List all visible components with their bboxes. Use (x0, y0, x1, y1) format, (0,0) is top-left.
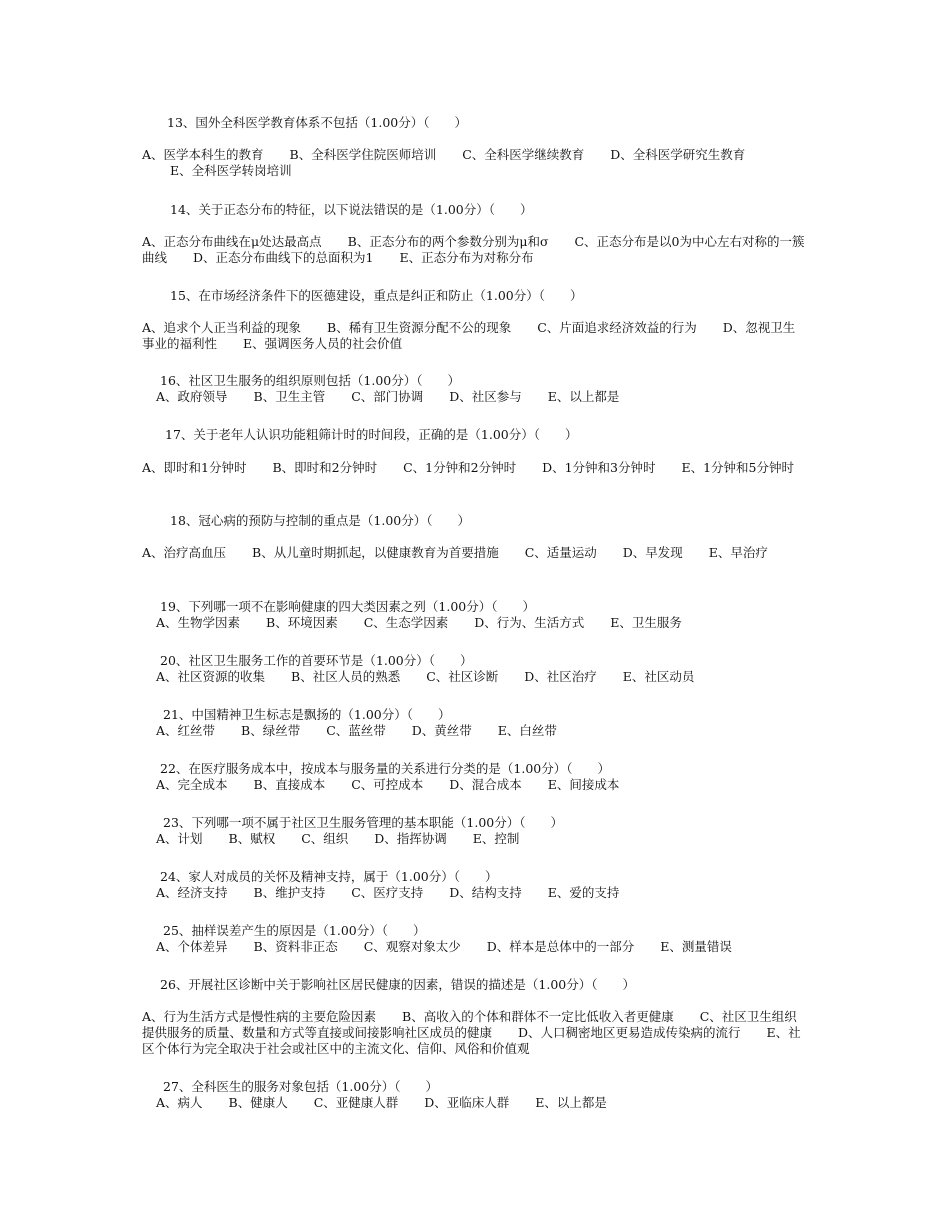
option-e[interactable]: E、卫生服务 (610, 615, 682, 630)
option-b[interactable]: B、即时和2分钟时 (272, 460, 378, 475)
option-e[interactable]: E、以上都是 (547, 389, 620, 404)
option-d[interactable]: D、人口稠密地区更易造成传染病的流行 (518, 1025, 741, 1040)
option-a[interactable]: A、计划 (156, 831, 203, 846)
option-e[interactable]: E、爱的支持 (547, 885, 620, 900)
option-c[interactable]: C、正态分布是以0为中心左右对称的一簇曲线 (142, 234, 805, 265)
question-stem: 21、中国精神卫生标志是飘扬的（1.00分）（ ） (163, 707, 451, 722)
option-list (156, 1095, 856, 1111)
option-b[interactable]: B、资料非正态 (253, 939, 338, 954)
option-c[interactable]: C、适量运动 (524, 545, 597, 560)
option-a[interactable]: A、追求个人正当利益的现象 (142, 320, 302, 335)
option-d[interactable]: D、1分钟和3分钟时 (542, 460, 656, 475)
option-b[interactable]: B、健康人 (228, 1095, 288, 1110)
option-list (142, 1009, 807, 1057)
option-b[interactable]: B、正态分布的两个参数分别为μ和σ (347, 234, 549, 249)
option-d[interactable]: D、亚临床人群 (424, 1095, 510, 1110)
option-e[interactable]: E、间接成本 (547, 777, 620, 792)
option-a[interactable]: A、医学本科生的教育 (142, 147, 264, 162)
option-a[interactable]: A、生物学因素 (156, 615, 241, 630)
option-a[interactable]: A、即时和1分钟时 (142, 460, 247, 475)
question-stem: 26、开展社区诊断中关于影响社区居民健康的因素，错误的描述是（1.00分）（ ） (160, 977, 635, 992)
question-stem: 24、家人对成员的关怀及精神支持，属于（1.00分）（ ） (160, 869, 498, 884)
option-d[interactable]: D、忽视卫生事业的福利性 (142, 320, 796, 351)
option-d[interactable]: D、指挥协调 (374, 831, 447, 846)
option-c[interactable]: C、观察对象太少 (363, 939, 461, 954)
option-d[interactable]: D、黄丝带 (411, 723, 472, 738)
option-c[interactable]: C、组织 (301, 831, 349, 846)
option-d[interactable]: D、正态分布曲线下的总面积为1 (193, 250, 374, 265)
option-b[interactable]: B、高收入的个体和群体不一定比低收入者更健康 (402, 1009, 674, 1024)
option-e[interactable]: E、1分钟和5分钟时 (681, 460, 795, 475)
option-a[interactable]: A、红丝带 (156, 723, 216, 738)
option-e[interactable]: E、社区动员 (622, 669, 695, 684)
question-stem: 15、在市场经济条件下的医德建设，重点是纠正和防止（1.00分）（ ） (170, 288, 583, 303)
question-stem: 17、关于老年人认识功能粗筛计时的时间段，正确的是（1.00分）（ ） (165, 427, 578, 442)
option-b[interactable]: B、卫生主管 (253, 389, 326, 404)
option-b[interactable]: B、绿丝带 (241, 723, 301, 738)
option-a[interactable]: A、治疗高血压 (142, 545, 227, 560)
option-list (142, 460, 807, 476)
option-list (142, 320, 807, 352)
option-b[interactable]: B、维护支持 (253, 885, 326, 900)
option-d[interactable]: D、行为、生活方式 (474, 615, 585, 630)
question-stem: 23、下列哪一项不属于社区卫生服务管理的基本职能（1.00分）（ ） (163, 815, 563, 830)
option-b[interactable]: B、从儿童时期抓起，以健康教育为首要措施 (252, 545, 499, 560)
option-list (142, 545, 807, 561)
option-e[interactable]: E、正态分布为对称分布 (399, 250, 534, 265)
option-a[interactable]: A、病人 (156, 1095, 203, 1110)
option-e[interactable]: E、白丝带 (497, 723, 557, 738)
option-a[interactable]: A、经济支持 (156, 885, 228, 900)
option-list (156, 389, 856, 405)
option-d[interactable]: D、样本是总体中的一部分 (486, 939, 635, 954)
option-d[interactable]: D、早发现 (622, 545, 683, 560)
option-list (156, 885, 856, 901)
option-c[interactable]: C、生态学因素 (363, 615, 449, 630)
question-stem: 25、抽样误差产生的原因是（1.00分）（ ） (163, 923, 426, 938)
option-c[interactable]: C、社区卫生组织提供服务的质量、数量和方式等直接或间接影响社区成员的健康 (142, 1009, 797, 1040)
option-b[interactable]: B、稀有卫生资源分配不公的现象 (327, 320, 512, 335)
option-c[interactable]: C、部门协调 (351, 389, 424, 404)
option-c[interactable]: C、社区诊断 (426, 669, 499, 684)
option-d[interactable]: D、社区治疗 (524, 669, 597, 684)
option-e[interactable]: E、社区个体行为完全取决于社会或社区中的主流文化、信仰、风俗和价值观 (142, 1025, 801, 1056)
option-a[interactable]: A、政府领导 (156, 389, 228, 404)
option-list (156, 669, 856, 685)
option-d[interactable]: D、混合成本 (449, 777, 522, 792)
option-a[interactable]: A、行为生活方式是慢性病的主要危险因素 (142, 1009, 377, 1024)
question-stem: 27、全科医生的服务对象包括（1.00分）（ ） (163, 1079, 438, 1094)
option-list (156, 831, 856, 847)
option-a[interactable]: A、正态分布曲线在μ处达最高点 (142, 234, 322, 249)
option-e[interactable]: E、强调医务人员的社会价值 (243, 336, 403, 351)
option-a[interactable]: A、社区资源的收集 (156, 669, 266, 684)
question-stem: 18、冠心病的预防与控制的重点是（1.00分）（ ） (170, 513, 470, 528)
option-a[interactable]: A、完全成本 (156, 777, 228, 792)
question-stem: 14、关于正态分布的特征，以下说法错误的是（1.00分）（ ） (170, 202, 533, 217)
option-b[interactable]: B、赋权 (228, 831, 276, 846)
option-e[interactable]: E、早治疗 (708, 545, 768, 560)
option-e[interactable]: E、以上都是 (535, 1095, 607, 1110)
option-c[interactable]: C、1分钟和2分钟时 (403, 460, 517, 475)
option-list (142, 147, 807, 179)
question-stem: 20、社区卫生服务工作的首要环节是（1.00分）（ ） (160, 653, 473, 668)
option-d[interactable]: D、结构支持 (449, 885, 522, 900)
option-b[interactable]: B、环境因素 (266, 615, 338, 630)
option-e[interactable]: E、控制 (472, 831, 520, 846)
question-stem: 13、国外全科医学教育体系不包括（1.00分）（ ） (167, 115, 467, 130)
question-stem: 19、下列哪一项不在影响健康的四大类因素之列（1.00分）（ ） (160, 599, 535, 614)
option-c[interactable]: C、片面追求经济效益的行为 (537, 320, 697, 335)
option-d[interactable]: D、社区参与 (449, 389, 522, 404)
option-list (156, 777, 856, 793)
question-stem: 22、在医疗服务成本中，按成本与服务量的关系进行分类的是（1.00分）（ ） (160, 761, 610, 776)
option-c[interactable]: C、医疗支持 (351, 885, 424, 900)
option-c[interactable]: C、蓝丝带 (326, 723, 386, 738)
option-list (156, 615, 856, 631)
option-c[interactable]: C、亚健康人群 (313, 1095, 399, 1110)
option-list (156, 723, 856, 739)
option-list (142, 234, 807, 266)
option-e[interactable]: E、全科医学转岗培训 (170, 163, 292, 178)
option-list (156, 939, 856, 955)
option-c[interactable]: C、全科医学继续教育 (462, 147, 585, 162)
option-a[interactable]: A、个体差异 (156, 939, 228, 954)
option-b[interactable]: B、社区人员的熟悉 (291, 669, 401, 684)
question-stem: 16、社区卫生服务的组织原则包括（1.00分）（ ） (160, 373, 460, 388)
option-e[interactable]: E、测量错误 (660, 939, 732, 954)
option-b[interactable]: B、直接成本 (253, 777, 326, 792)
option-d[interactable]: D、全科医学研究生教育 (610, 147, 746, 162)
option-b[interactable]: B、全科医学住院医师培训 (289, 147, 437, 162)
option-c[interactable]: C、可控成本 (351, 777, 424, 792)
